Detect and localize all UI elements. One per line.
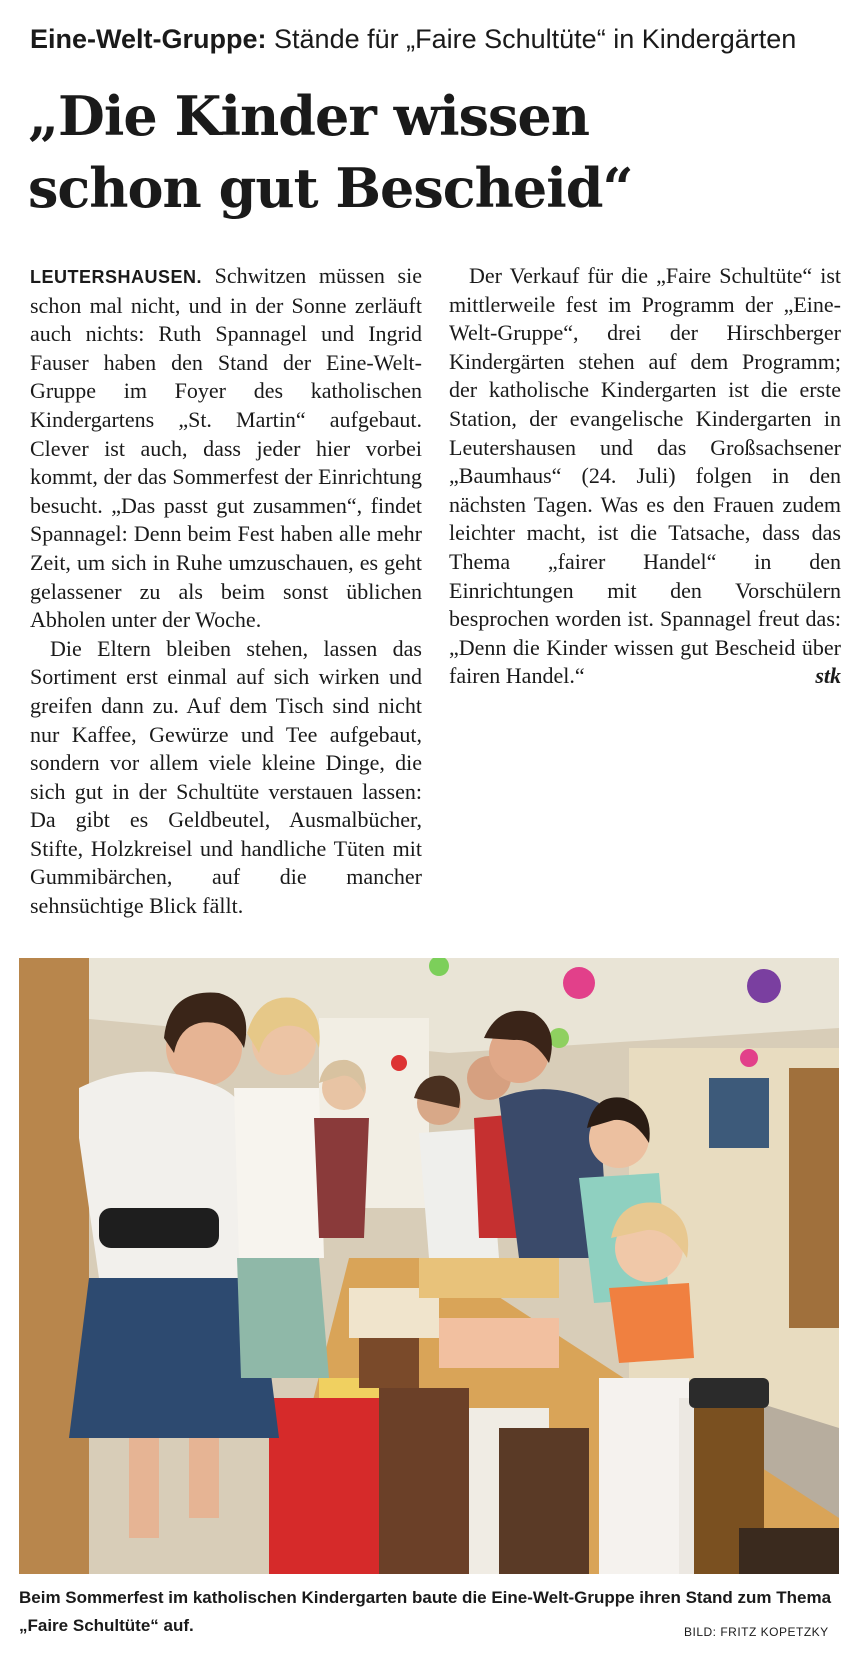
kicker <box>30 22 830 56</box>
article-photo <box>19 958 839 1574</box>
article-column-left <box>30 262 422 921</box>
kicker-text: Stände für „Faire Schultüte“ in Kindergärten <box>274 24 797 54</box>
article-paragraph-1 <box>30 262 422 635</box>
photo-caption: Beim Sommerfest im katholischen Kindergarten baute die Eine-Welt-Gruppe ihren Stand zum Thema „Faire Schultüte“ auf. <box>19 1588 832 1635</box>
kicker-group: Eine-Welt-Gruppe: <box>30 24 267 54</box>
article-paragraph-2: Die Eltern bleiben stehen, lassen das Sortiment erst einmal auf sich wirken und greifen dann zu. Auf dem Tisch sind nicht nur Kaffee, Gewürze und Tee aufgebaut, sondern vor allem viele kleine Dinge, die sich gut in der Schultüte verstauen lassen: Da gibt es Geldbeutel, Ausmalbücher, Stifte, Holzkreisel und handliche Tüten mit Gummibärchen, auf die mancher sehnsüchtige Blick fällt. <box>30 635 422 919</box>
headline <box>28 80 828 224</box>
photo-illustration <box>19 958 839 1574</box>
paragraph-3-text: Der Verkauf für die „Faire Schultüte“ ist mittlerweile fest im Programm der „Eine-Welt-Gruppe“, drei der Hirschberger Kindergärten stehen auf dem Programm; der katholische Kindergarten ist die erste Station, der evangelische Kindergarten in Leutershausen und das Großsachsener „Baumhaus“ (24. Juli) folgen in den nächsten Tagen. Was es den Frauen zudem leichter macht, ist die Tatsache, dass das Thema „fairer Handel“ in den Einrichtungen mit den Vorschülern besprochen worden ist. Spannagel freut das: „Denn die Kinder wissen gut Bescheid über fairen Handel.“ <box>449 263 841 689</box>
headline-line-2: schon gut Bescheid“ <box>28 156 633 220</box>
photo-credit: BILD: FRITZ KOPETZKY <box>684 1625 829 1639</box>
dateline: LEUTERSHAUSEN. <box>30 267 203 287</box>
author-initials: stk <box>815 663 841 689</box>
article-paragraph-3 <box>449 262 841 691</box>
article-column-right <box>449 262 841 691</box>
paragraph-1-text: Schwitzen müssen sie schon mal nicht, und in der Sonne zerläuft auch nichts: Ruth Spannagel und Ingrid Fauser haben den Stand der Eine-Welt-Gruppe im Foyer des katholischen Kindergartens „St. Martin“ aufgebaut. Clever ist auch, dass jeder hier vorbei kommt, der das Sommerfest der Einrichtung besucht. „Das passt gut zusammen“, findet Spannagel: Denn beim Fest haben alle mehr Zeit, um sich in Ruhe umzuschauen, es geht gelassener zu als beim sonst üblichen Abholen unter der Woche. <box>30 263 422 633</box>
headline-line-1: „Die Kinder wissen <box>28 84 590 148</box>
